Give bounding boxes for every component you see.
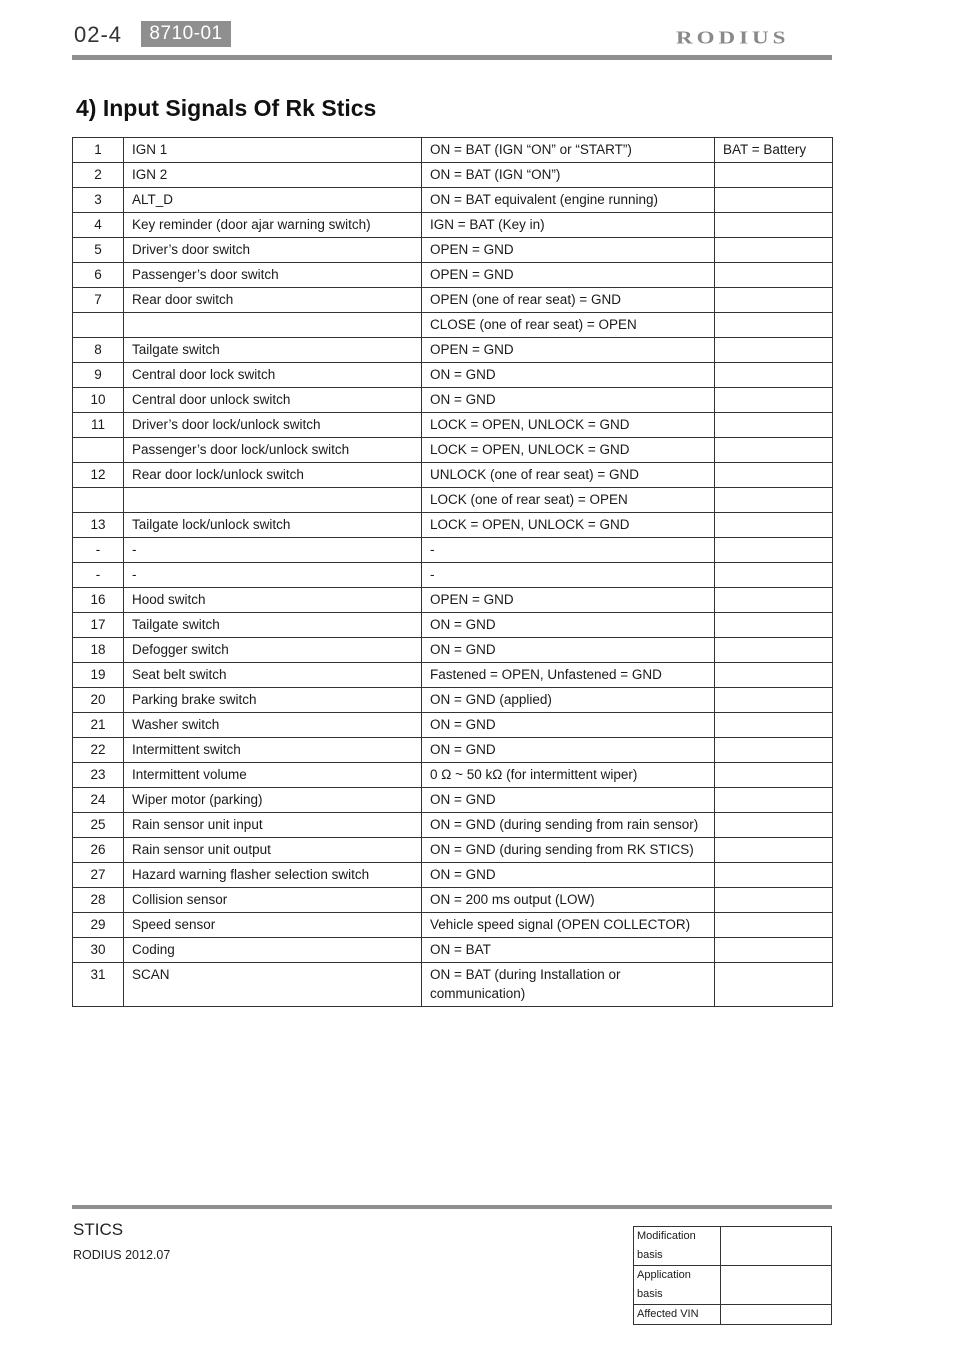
table-row (73, 288, 833, 313)
signal-remark-cell (715, 738, 833, 763)
modification-value (721, 1305, 832, 1325)
signal-name-cell: Tailgate switch (124, 338, 422, 363)
signal-remark-cell (715, 463, 833, 488)
signal-no-cell: 30 (73, 938, 124, 963)
section-title: 4) Input Signals Of Rk Stics (76, 95, 377, 121)
signal-no-cell: 20 (73, 688, 124, 713)
signal-no-cell: 31 (73, 963, 124, 1007)
signal-remark-cell (715, 438, 833, 463)
signal-condition-cell: Vehicle speed signal (OPEN COLLECTOR) (422, 913, 715, 938)
signal-no-cell: 9 (73, 363, 124, 388)
page-number: 02-4 (74, 22, 123, 47)
table-row (73, 238, 833, 263)
signal-condition-cell: ON = BAT (during Installation or communication) (422, 963, 715, 1007)
signal-no-cell: 16 (73, 588, 124, 613)
signal-remark-cell (715, 488, 833, 513)
signal-name-cell: Key reminder (door ajar warning switch) (124, 213, 422, 238)
signal-name-cell: - (124, 538, 422, 563)
signal-name-cell: Driver’s door lock/unlock switch (124, 413, 422, 438)
signal-name-cell: Passenger’s door switch (124, 263, 422, 288)
signal-remark-cell (715, 788, 833, 813)
table-row (73, 938, 833, 963)
signal-name-cell: Intermittent volume (124, 763, 422, 788)
signal-name-cell: Coding (124, 938, 422, 963)
signal-name-cell: Tailgate lock/unlock switch (124, 513, 422, 538)
modification-label: Application basis (634, 1266, 721, 1305)
signal-remark-cell (715, 563, 833, 588)
table-row (73, 413, 833, 438)
modification-table (633, 1226, 832, 1325)
signal-no-cell: 2 (73, 163, 124, 188)
signal-condition-cell: UNLOCK (one of rear seat) = GND (422, 463, 715, 488)
signal-name-cell: Parking brake switch (124, 688, 422, 713)
signal-name-cell: Seat belt switch (124, 663, 422, 688)
signal-remark-cell (715, 763, 833, 788)
signal-no-cell: 24 (73, 788, 124, 813)
signal-remark-cell (715, 613, 833, 638)
signal-no-cell (73, 313, 124, 338)
signal-remark-cell (715, 163, 833, 188)
signal-remark-cell (715, 338, 833, 363)
signal-no-cell: 26 (73, 838, 124, 863)
signal-name-cell: Central door unlock switch (124, 388, 422, 413)
table-row (73, 763, 833, 788)
signal-remark-cell (715, 913, 833, 938)
document-code-badge: 8710-01 (141, 21, 231, 47)
signal-condition-cell: OPEN = GND (422, 338, 715, 363)
signal-name-cell: Passenger’s door lock/unlock switch (124, 438, 422, 463)
table-row (73, 313, 833, 338)
signal-remark-cell (715, 213, 833, 238)
table-row (73, 888, 833, 913)
signal-no-cell: 13 (73, 513, 124, 538)
table-row (73, 563, 833, 588)
signal-condition-cell: LOCK = OPEN, UNLOCK = GND (422, 513, 715, 538)
brand-logo: RODIUS (676, 28, 790, 48)
signal-no-cell: 19 (73, 663, 124, 688)
signal-condition-cell: ON = GND (422, 613, 715, 638)
signal-condition-cell: - (422, 563, 715, 588)
signal-name-cell: Collision sensor (124, 888, 422, 913)
signal-remark-cell (715, 538, 833, 563)
input-signals-table (72, 137, 833, 1007)
signal-condition-cell: ON = GND (422, 863, 715, 888)
signal-remark-cell (715, 713, 833, 738)
signal-name-cell: Rain sensor unit input (124, 813, 422, 838)
signal-no-cell: 17 (73, 613, 124, 638)
table-row (73, 463, 833, 488)
table-row (73, 388, 833, 413)
modification-label: Affected VIN (634, 1305, 721, 1325)
signal-name-cell: Tailgate switch (124, 613, 422, 638)
table-row (73, 788, 833, 813)
signal-condition-cell: Fastened = OPEN, Unfastened = GND (422, 663, 715, 688)
signal-condition-cell: ON = GND (422, 713, 715, 738)
signal-no-cell: 18 (73, 638, 124, 663)
signal-no-cell: - (73, 538, 124, 563)
table-row (73, 513, 833, 538)
table-row (73, 713, 833, 738)
table-row (73, 813, 833, 838)
signal-no-cell: 27 (73, 863, 124, 888)
signal-no-cell: 8 (73, 338, 124, 363)
signal-no-cell: 3 (73, 188, 124, 213)
signal-name-cell: ALT_D (124, 188, 422, 213)
signal-name-cell: Hood switch (124, 588, 422, 613)
signal-name-cell: - (124, 563, 422, 588)
signal-name-cell: Central door lock switch (124, 363, 422, 388)
signal-no-cell: 1 (73, 138, 124, 163)
signal-name-cell: Speed sensor (124, 913, 422, 938)
signal-condition-cell: ON = GND (422, 388, 715, 413)
signal-remark-cell (715, 313, 833, 338)
signal-name-cell (124, 488, 422, 513)
signal-remark-cell (715, 288, 833, 313)
signal-condition-cell: ON = BAT (IGN “ON”) (422, 163, 715, 188)
footer-section-name: STICS (73, 1220, 124, 1239)
signal-no-cell: 29 (73, 913, 124, 938)
signal-condition-cell: ON = GND (422, 738, 715, 763)
signal-no-cell: 23 (73, 763, 124, 788)
signal-remark-cell (715, 838, 833, 863)
table-row (73, 438, 833, 463)
signal-condition-cell: OPEN = GND (422, 238, 715, 263)
signal-condition-cell: OPEN = GND (422, 588, 715, 613)
signal-remark-cell (715, 638, 833, 663)
signal-condition-cell: ON = GND (422, 363, 715, 388)
modification-label: Modification basis (634, 1227, 721, 1266)
signal-name-cell: Rear door lock/unlock switch (124, 463, 422, 488)
signal-name-cell: Hazard warning flasher selection switch (124, 863, 422, 888)
signal-remark-cell (715, 513, 833, 538)
signal-remark-cell (715, 413, 833, 438)
signal-condition-cell: ON = 200 ms output (LOW) (422, 888, 715, 913)
signal-no-cell (73, 438, 124, 463)
table-row (73, 738, 833, 763)
signal-name-cell: Washer switch (124, 713, 422, 738)
signal-no-cell: 28 (73, 888, 124, 913)
signal-condition-cell: ON = GND (422, 638, 715, 663)
signal-remark-cell (715, 888, 833, 913)
signal-name-cell: IGN 1 (124, 138, 422, 163)
signal-remark-cell (715, 238, 833, 263)
signal-name-cell: Rear door switch (124, 288, 422, 313)
signal-condition-cell: ON = GND (applied) (422, 688, 715, 713)
table-row (73, 213, 833, 238)
modification-value (721, 1227, 832, 1266)
signal-condition-cell: LOCK = OPEN, UNLOCK = GND (422, 413, 715, 438)
signal-condition-cell: LOCK = OPEN, UNLOCK = GND (422, 438, 715, 463)
table-row (73, 163, 833, 188)
signal-condition-cell: ON = BAT (422, 938, 715, 963)
signal-remark-cell (715, 938, 833, 963)
signal-name-cell: SCAN (124, 963, 422, 1007)
signal-remark-cell (715, 263, 833, 288)
signal-remark-cell (715, 663, 833, 688)
signal-no-cell: 21 (73, 713, 124, 738)
table-row (73, 263, 833, 288)
signal-condition-cell: ON = BAT (IGN “ON” or “START”) (422, 138, 715, 163)
table-row (73, 588, 833, 613)
signal-condition-cell: ON = GND (during sending from RK STICS) (422, 838, 715, 863)
table-row (73, 688, 833, 713)
modification-row (634, 1266, 832, 1305)
footer-divider (72, 1205, 832, 1209)
signal-name-cell: IGN 2 (124, 163, 422, 188)
signal-no-cell: 6 (73, 263, 124, 288)
table-row (73, 963, 833, 1007)
footer-model-date: RODIUS 2012.07 (73, 1248, 171, 1262)
signal-name-cell: Wiper motor (parking) (124, 788, 422, 813)
signal-remark-cell (715, 963, 833, 1007)
signal-no-cell: - (73, 563, 124, 588)
table-row (73, 863, 833, 888)
signal-remark-cell (715, 863, 833, 888)
table-row (73, 488, 833, 513)
signal-no-cell: 7 (73, 288, 124, 313)
signal-condition-cell: - (422, 538, 715, 563)
table-row (73, 138, 833, 163)
table-row (73, 913, 833, 938)
signal-name-cell: Defogger switch (124, 638, 422, 663)
signal-remark-cell: BAT = Battery (715, 138, 833, 163)
signal-remark-cell (715, 688, 833, 713)
signal-condition-cell: CLOSE (one of rear seat) = OPEN (422, 313, 715, 338)
signal-name-cell: Rain sensor unit output (124, 838, 422, 863)
signal-table-body (73, 138, 833, 1007)
signal-condition-cell: OPEN = GND (422, 263, 715, 288)
signal-remark-cell (715, 388, 833, 413)
table-row (73, 338, 833, 363)
table-row (73, 663, 833, 688)
signal-no-cell: 12 (73, 463, 124, 488)
table-row (73, 538, 833, 563)
signal-condition-cell: LOCK (one of rear seat) = OPEN (422, 488, 715, 513)
signal-remark-cell (715, 188, 833, 213)
table-row (73, 363, 833, 388)
modification-value (721, 1266, 832, 1305)
signal-condition-cell: IGN = BAT (Key in) (422, 213, 715, 238)
signal-remark-cell (715, 588, 833, 613)
signal-no-cell: 25 (73, 813, 124, 838)
signal-condition-cell: 0 Ω ~ 50 kΩ (for intermittent wiper) (422, 763, 715, 788)
signal-name-cell (124, 313, 422, 338)
table-row (73, 638, 833, 663)
signal-no-cell: 11 (73, 413, 124, 438)
signal-name-cell: Driver’s door switch (124, 238, 422, 263)
modification-table-body (634, 1227, 832, 1325)
signal-no-cell: 22 (73, 738, 124, 763)
table-row (73, 838, 833, 863)
signal-remark-cell (715, 813, 833, 838)
signal-no-cell (73, 488, 124, 513)
header-divider (72, 55, 832, 60)
signal-condition-cell: ON = GND (during sending from rain sensor) (422, 813, 715, 838)
modification-row (634, 1227, 832, 1266)
signal-name-cell: Intermittent switch (124, 738, 422, 763)
signal-no-cell: 10 (73, 388, 124, 413)
signal-no-cell: 4 (73, 213, 124, 238)
table-row (73, 188, 833, 213)
signal-condition-cell: ON = BAT equivalent (engine running) (422, 188, 715, 213)
signal-remark-cell (715, 363, 833, 388)
signal-no-cell: 5 (73, 238, 124, 263)
signal-condition-cell: OPEN (one of rear seat) = GND (422, 288, 715, 313)
signal-condition-cell: ON = GND (422, 788, 715, 813)
table-row (73, 613, 833, 638)
modification-row (634, 1305, 832, 1325)
